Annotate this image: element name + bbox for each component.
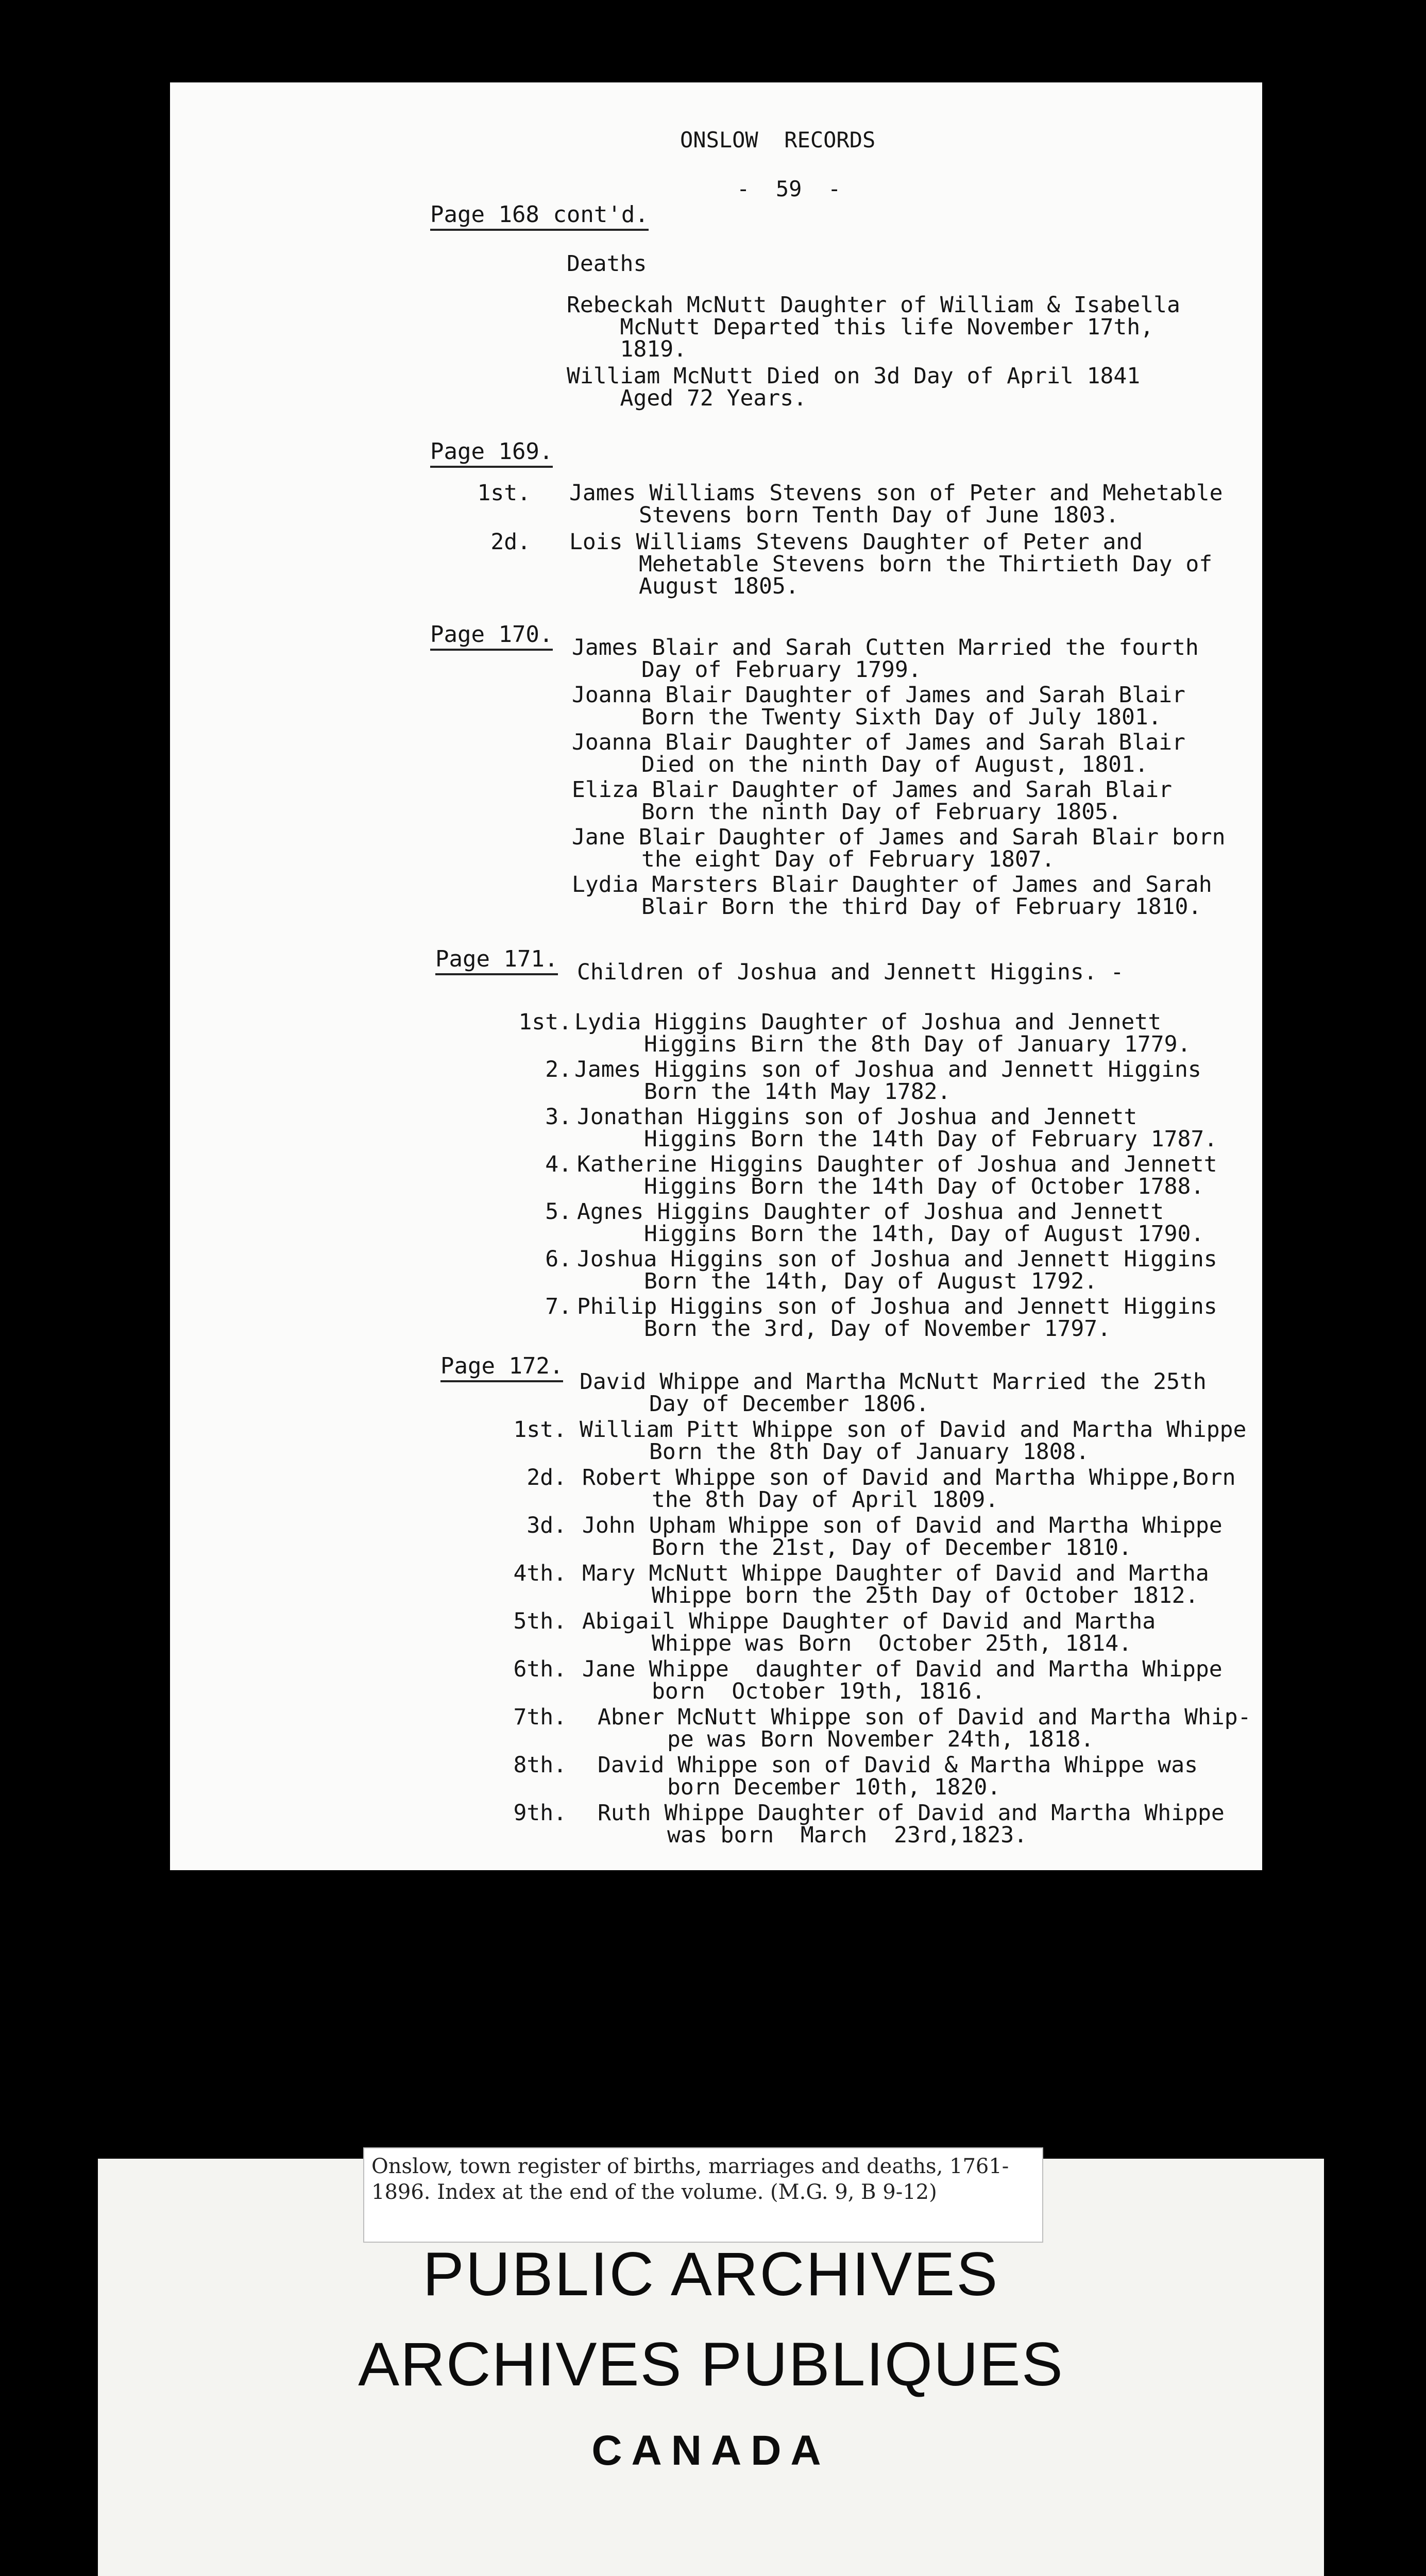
entry-line: the 8th Day of April 1809. <box>652 1487 999 1513</box>
entry-number: 8th. <box>513 1752 567 1778</box>
entry-number: 2d. <box>527 1465 567 1490</box>
entry-line: John Upham Whippe son of David and Martha Whippe <box>582 1513 1223 1538</box>
archive-name-french: ARCHIVES PUBLIQUES <box>358 2330 1064 2399</box>
entry-line: David Whippe son of David & Martha Whippe was <box>598 1752 1198 1778</box>
entry-line: born October 19th, 1816. <box>652 1679 986 1704</box>
section-label-168: Page 168 cont'd. <box>430 204 649 226</box>
entry-line: Jane Whippe daughter of David and Martha Whippe <box>582 1656 1223 1682</box>
archives-card <box>98 2155 1324 2576</box>
entry-line: Joanna Blair Daughter of James and Sarah Blair <box>572 730 1185 755</box>
entry-number: 2d. <box>490 529 531 555</box>
entry-number: 4th. <box>513 1561 567 1586</box>
entry-line: Lydia Higgins Daughter of Joshua and Jennett <box>574 1009 1162 1035</box>
entry-line: Higgins Born the 14th, Day of August 1790. <box>644 1221 1204 1247</box>
entry-line: Joshua Higgins son of Joshua and Jennett Higgins <box>577 1246 1217 1272</box>
entry-line: Blair Born the third Day of February 1810. <box>641 894 1202 920</box>
entry-line: Philip Higgins son of Joshua and Jennett Higgins <box>577 1294 1217 1319</box>
section-label-169: Page 169. <box>430 440 553 463</box>
entry-line: Lois Williams Stevens Daughter of Peter and <box>569 529 1143 555</box>
entry-line: David Whippe and Martha McNutt Married the 25th <box>580 1369 1207 1395</box>
entry-number: 5th. <box>513 1608 567 1634</box>
entry-line: James Blair and Sarah Cutten Married the fourth <box>572 635 1199 660</box>
entry-number: 7th. <box>513 1704 567 1730</box>
entry-line: Whippe was Born October 25th, 1814. <box>652 1631 1132 1656</box>
entry-line: Mehetable Stevens born the Thirtieth Day of <box>639 551 1213 577</box>
entry-line: Whippe born the 25th Day of October 1812. <box>652 1583 1199 1608</box>
entry-line: Mary McNutt Whippe Daughter of David and Martha <box>582 1561 1209 1586</box>
entry-line: Day of December 1806. <box>649 1391 929 1417</box>
entry-line: Higgins Born the 14th Day of October 1788. <box>644 1174 1204 1199</box>
section-label-170: Page 170. <box>430 623 553 646</box>
entry-number: 1st. <box>513 1417 567 1443</box>
entry-line: Jonathan Higgins son of Joshua and Jennett <box>577 1104 1138 1130</box>
entry-line: Abner McNutt Whippe son of David and Martha Whip- <box>598 1704 1251 1730</box>
entry-line: Born the 14th, Day of August 1792. <box>644 1268 1098 1294</box>
entry-line: Agnes Higgins Daughter of Joshua and Jennett <box>577 1199 1164 1225</box>
entry-number: 9th. <box>513 1800 567 1826</box>
text-line: William McNutt Died on 3d Day of April 1841 <box>567 363 1141 389</box>
entry-line: Eliza Blair Daughter of James and Sarah Blair <box>572 777 1172 803</box>
entry-line: James Williams Stevens son of Peter and Mehetable <box>569 480 1223 506</box>
section-label-171: Page 171. <box>435 948 558 971</box>
entry-line: Jane Blair Daughter of James and Sarah Blair born <box>572 824 1226 850</box>
entry-number: 1st. <box>477 480 531 506</box>
entry-number: 4. <box>545 1151 572 1177</box>
page-number: - 59 - <box>737 176 841 201</box>
entry-line: August 1805. <box>639 573 799 599</box>
document-title: ONSLOW RECORDS <box>680 127 876 152</box>
section-label-172: Page 172. <box>440 1355 563 1378</box>
entry-line: the eight Day of February 1807. <box>641 846 1055 872</box>
entry-line: Born the 21st, Day of December 1810. <box>652 1535 1132 1561</box>
entry-line: born December 10th, 1820. <box>667 1774 1001 1800</box>
text-line: Rebeckah McNutt Daughter of William & Isabella <box>567 292 1180 318</box>
entry-line: Robert Whippe son of David and Martha Whippe,Born <box>582 1465 1236 1490</box>
entry-line: Born the 3rd, Day of November 1797. <box>644 1316 1111 1342</box>
entry-line: pe was Born November 24th, 1818. <box>667 1726 1094 1752</box>
entry-line: Died on the ninth Day of August, 1801. <box>641 752 1148 777</box>
archive-name-english: PUBLIC ARCHIVES <box>422 2240 999 2309</box>
archive-country: CANADA <box>591 2427 830 2474</box>
text-line: 1819. <box>567 336 687 362</box>
catalog-label: Onslow, town register of births, marriages and deaths, 1761-1896. Index at the end of the volume. (M.G. 9, B 9-12) <box>363 2147 1043 2243</box>
entry-number: 3. <box>545 1104 572 1130</box>
entry-number: 6. <box>545 1246 572 1272</box>
document-page <box>170 82 1262 1870</box>
entry-line: Abigail Whippe Daughter of David and Martha <box>582 1608 1156 1634</box>
entry-line: Higgins Born the 14th Day of February 1787. <box>644 1126 1218 1152</box>
entry-number: 5. <box>545 1199 572 1225</box>
entry-number: 2. <box>545 1057 572 1082</box>
entry-line: Born the 14th May 1782. <box>644 1079 951 1105</box>
entry-line: was born March 23rd,1823. <box>667 1822 1027 1848</box>
entry-line: Joanna Blair Daughter of James and Sarah Blair <box>572 682 1185 708</box>
entry-number: 6th. <box>513 1656 567 1682</box>
text-line: Aged 72 Years. <box>567 385 807 411</box>
entry-number: 1st. <box>518 1009 572 1035</box>
entry-line: James Higgins son of Joshua and Jennett Higgins <box>574 1057 1201 1082</box>
text-line: McNutt Departed this life November 17th, <box>567 314 1154 340</box>
entry-line: William Pitt Whippe son of David and Martha Whippe <box>580 1417 1247 1443</box>
entry-line: Born the Twenty Sixth Day of July 1801. <box>641 704 1162 730</box>
entry-line: Day of February 1799. <box>641 657 922 683</box>
entry-line: Lydia Marsters Blair Daughter of James and Sarah <box>572 872 1212 897</box>
entry-line: Katherine Higgins Daughter of Joshua and Jennett <box>577 1151 1217 1177</box>
entry-line: Born the 8th Day of January 1808. <box>649 1439 1090 1465</box>
entry-line: Born the ninth Day of February 1805. <box>641 799 1122 825</box>
entry-line: Ruth Whippe Daughter of David and Martha Whippe <box>598 1800 1225 1826</box>
section-heading: Children of Joshua and Jennett Higgins. - <box>577 959 1124 985</box>
entry-line: Stevens born Tenth Day of June 1803. <box>639 502 1119 528</box>
section-heading-deaths: Deaths <box>567 251 647 277</box>
entry-line: Higgins Birn the 8th Day of January 1779. <box>644 1031 1191 1057</box>
entry-number: 3d. <box>527 1513 567 1538</box>
entry-number: 7. <box>545 1294 572 1319</box>
